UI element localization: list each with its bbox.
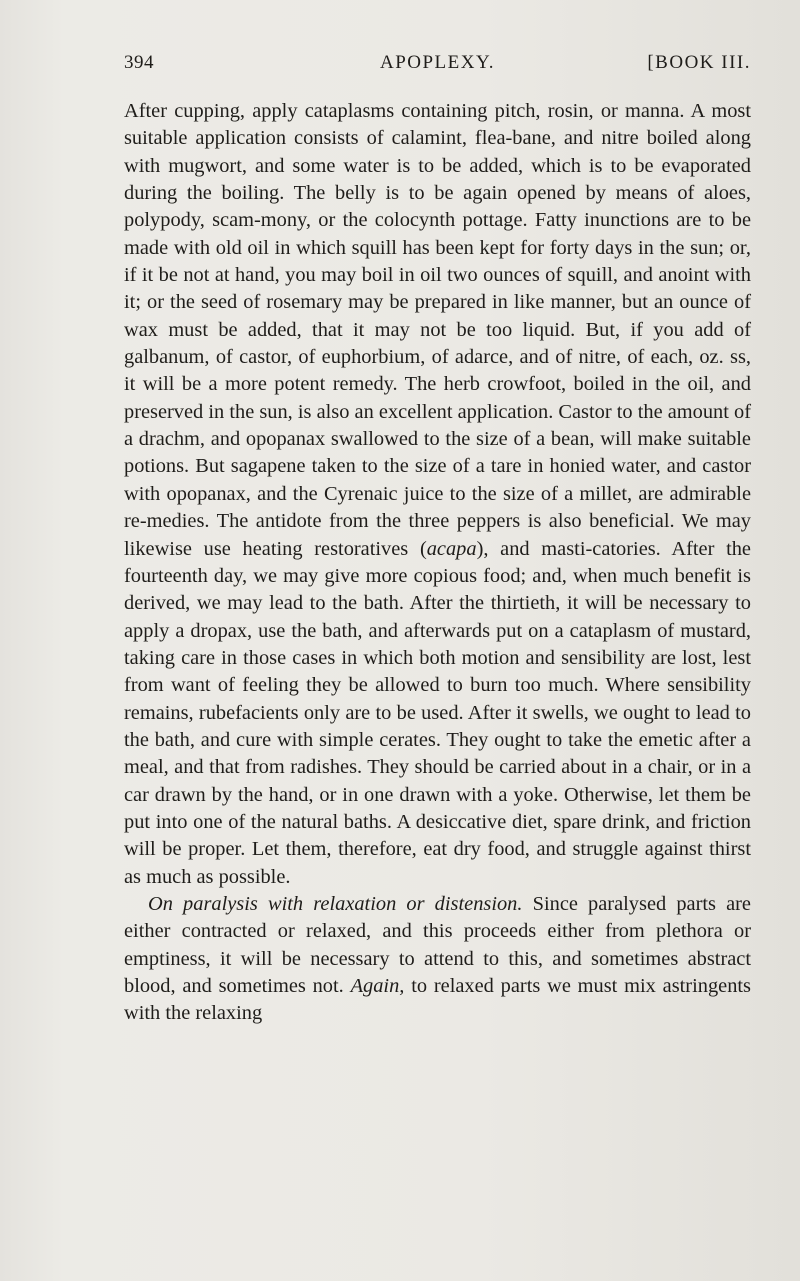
paragraph-2-text-continued: to relaxed parts we must mix astringents with the relaxing xyxy=(124,975,751,1025)
paragraph-2 xyxy=(124,891,751,1028)
book-label: [BOOK III. xyxy=(647,52,751,73)
page-number: 394 xyxy=(124,52,154,73)
paragraph-2-heading: On paralysis with relaxation or distension. xyxy=(148,892,523,915)
paragraph-1 xyxy=(124,98,751,891)
paragraph-1-text: After cupping, apply cataplasms containing pitch, rosin, or manna. A most suitable application consists of calamint, flea-bane, and nitre boiled along with mugwort, and some water is to be added, which is to be evaporated during the boiling. The belly is to be again opened by means of aloes, polypody, scam-mony, or the colocynth pottage. Fatty inunctions are to be made with old oil in which squill has been kept for forty days in the sun; or, if it be not at hand, you may boil in oil two ounces of squill, and anoint with it; or the seed of rosemary may be prepared in like manner, but an ounce of wax must be added, that it may not be too liquid. But, if you add of galbanum, of castor, of euphorbium, of adarce, and of nitre, of each, oz. ss, it will be a more potent remedy. The herb crowfoot, boiled in the oil, and preserved in the sun, is also an excellent application. Castor to the amount of a drachm, and opopanax swallowed to the size of a bean, will make suitable potions. But sagapene taken to the size of a tare in honied water, and castor with opopanax, and the Cyrenaic juice to the size of a millet, are admirable re-medies. The antidote from the three peppers is also beneficial. We may likewise use heating restoratives ( xyxy=(124,100,751,560)
paragraph-1-italic-term: acapa xyxy=(426,537,477,560)
running-head xyxy=(124,48,751,80)
body-text xyxy=(124,98,751,1028)
book-page xyxy=(124,48,751,1028)
paragraph-2-text: Since paralysed parts are either contracted or relaxed, and this proceeds either from plethora or emptiness, it will be necessary to attend to this, and sometimes abstract blood, and sometimes not. xyxy=(124,892,751,997)
paragraph-1-text-continued: ), and masti-catories. After the fourteenth day, we may give more copious food; and, when much benefit is derived, we may lead to the bath. After the thirtieth, it will be necessary to apply a dropax, use the bath, and afterwards put on a cataplasm of mustard, taking care in those cases in which both motion and sensibility are lost, lest from want of feeling they be allowed to burn too much. Where sensibility remains, rubefacients only are to be used. After it swells, we ought to lead to the bath, and cure with simple cerates. They ought to take the emetic after a meal, and that from radishes. They should be carried about in a chair, or in a car drawn by the hand, or in one drawn with a yoke. Otherwise, let them be put into one of the natural baths. A desiccative diet, spare drink, and friction will be proper. Let them, therefore, eat dry food, and struggle against thirst as much as possible. xyxy=(124,537,751,888)
paragraph-2-italic-again: Again, xyxy=(350,975,405,997)
running-title: APOPLEXY. xyxy=(379,52,496,73)
